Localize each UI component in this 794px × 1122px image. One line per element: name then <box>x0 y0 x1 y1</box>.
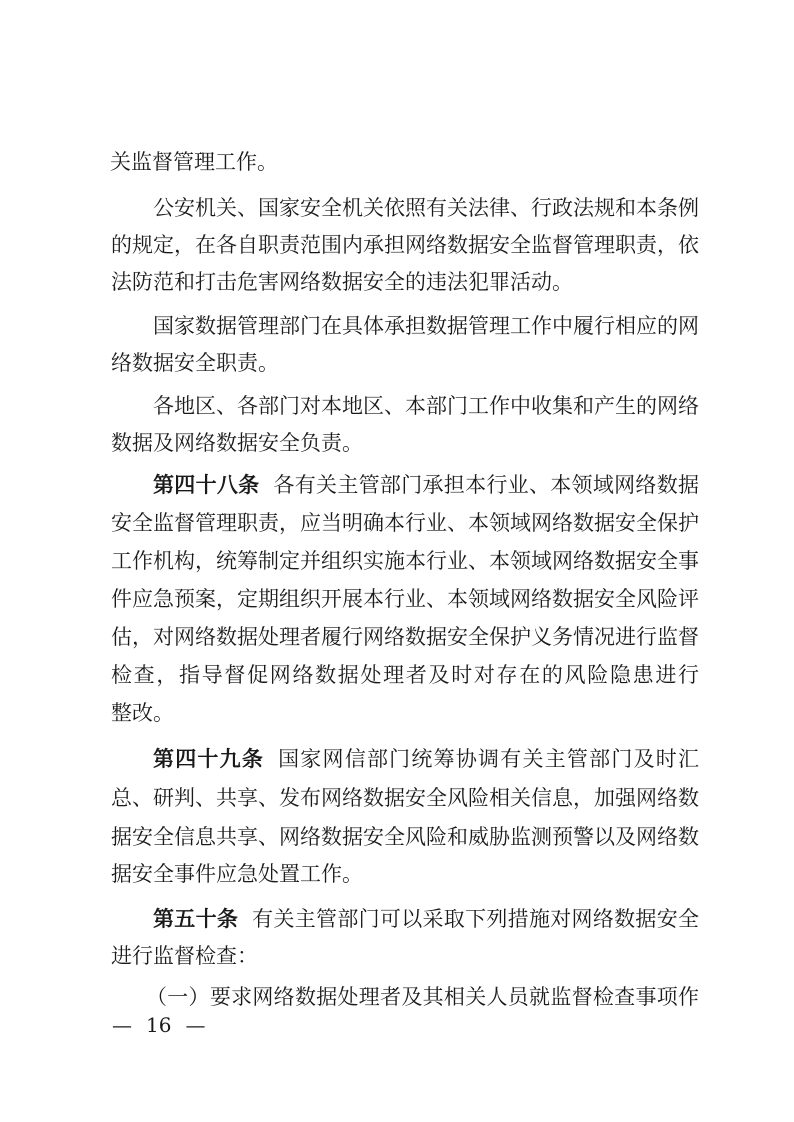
text-line: 安全监督管理职责，应当明确本行业、本领域网络数据安全保护 <box>111 511 699 535</box>
article-text: 国家网信部门统筹协调有关主管部门及时汇 <box>278 747 700 771</box>
article-text: 各有关主管部门承担本行业、本领域网络数据 <box>273 473 700 497</box>
page-footer <box>112 1012 205 1038</box>
article-heading: 第五十条 <box>153 907 239 931</box>
text-line: 国家数据管理部门在具体承担数据管理工作中履行相应的网 <box>153 314 699 338</box>
text-line: 数据及网络数据安全负责。 <box>111 431 363 455</box>
text-line: 据安全信息共享、网络数据安全风险和威胁监测预警以及网络数 <box>111 825 699 849</box>
text-line: 件应急预案，定期组织开展本行业、本领域网络数据安全风险评 <box>111 587 699 611</box>
text-line: 估，对网络数据处理者履行网络数据安全保护义务情况进行监督 <box>111 625 699 649</box>
text-line: 据安全事件应急处置工作。 <box>111 862 363 886</box>
text-line: 法防范和打击危害网络数据安全的违法犯罪活动。 <box>111 270 573 294</box>
article-line <box>153 905 699 933</box>
text-line: （一）要求网络数据处理者及其相关人员就监督检查事项作 <box>146 985 699 1009</box>
article-heading: 第四十八条 <box>153 473 260 497</box>
text-line: 检查，指导督促网络数据处理者及时对存在的风险隐患进行 <box>111 663 699 687</box>
text-line: 公安机关、国家安全机关依照有关法律、行政法规和本条例 <box>153 196 699 220</box>
footer-dash-right: — <box>185 1013 206 1037</box>
text-line: 整改。 <box>111 701 174 725</box>
article-line <box>153 745 699 773</box>
article-line <box>153 471 699 499</box>
text-line: 工作机构，统筹制定并组织实施本行业、本领域网络数据安全事 <box>111 549 699 573</box>
text-line: 总、研判、共享、发布网络数据安全风险相关信息，加强网络数 <box>111 786 699 810</box>
text-line: 进行监督检查： <box>111 944 258 968</box>
text-line: 络数据安全职责。 <box>111 351 279 375</box>
article-heading: 第四十九条 <box>153 747 265 771</box>
text-line: 关监督管理工作。 <box>110 150 278 174</box>
article-text: 有关主管部门可以采取下列措施对网络数据安全 <box>252 907 700 931</box>
text-line: 各地区、各部门对本地区、本部门工作中收集和产生的网络 <box>153 394 699 418</box>
text-line: 的规定，在各自职责范围内承担网络数据安全监督管理职责，依 <box>111 233 699 257</box>
page-number: 16 <box>146 1013 172 1037</box>
footer-dash-left: — <box>112 1013 132 1037</box>
